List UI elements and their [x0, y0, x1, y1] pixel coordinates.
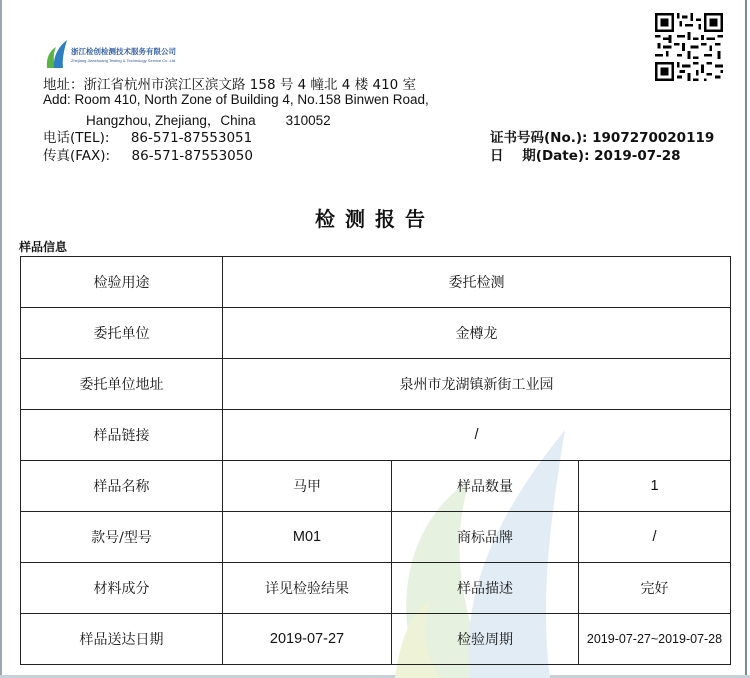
table-row — [21, 410, 731, 461]
purpose-label: 检验用途 — [21, 257, 223, 308]
brand-label: 商标品牌 — [392, 512, 579, 563]
sample-qty-value: 1 — [579, 461, 731, 512]
certificate-number: 证书号码(No.): 1907270020119 — [490, 130, 715, 146]
fax: 传真(FAX): 86-571-87553050 — [43, 148, 253, 164]
client-address-label: 委托单位地址 — [21, 359, 223, 410]
address-en-line1: Add: Room 410, North Zone of Building 4, No.158 Binwen Road, — [43, 92, 429, 107]
material-value: 详见检验结果 — [223, 563, 392, 614]
company-logo — [43, 39, 193, 73]
table-row — [21, 563, 731, 614]
model-value: M01 — [223, 512, 392, 563]
table-row — [21, 257, 731, 308]
client-value: 金樽龙 — [223, 308, 731, 359]
company-name-en: Zhejiang Jianchuang Testing & Technology Service Co.,Ltd — [71, 58, 176, 63]
company-name-cn: 浙江检创检测技术服务有限公司 — [71, 47, 176, 56]
page-edge-left — [0, 0, 2, 678]
address-en-line2: Hangzhou, Zhejiang，China 310052 — [86, 113, 331, 128]
table-row — [21, 359, 731, 410]
brand-value: / — [579, 512, 731, 563]
sample-info-table — [20, 256, 731, 665]
test-period-label: 检验周期 — [392, 614, 579, 665]
purpose-value: 委托检测 — [223, 257, 731, 308]
company-logo-icon — [43, 39, 69, 69]
table-row — [21, 614, 731, 665]
report-title: 检测报告 — [315, 207, 435, 231]
client-label: 委托单位 — [21, 308, 223, 359]
address-cn: 地址：浙江省杭州市滨江区滨文路 158 号 4 幢北 4 楼 410 室 — [43, 77, 417, 93]
table-row — [21, 461, 731, 512]
table-row — [21, 512, 731, 563]
sample-link-value: / — [223, 410, 731, 461]
test-period-value: 2019-07-27~2019-07-28 — [579, 614, 731, 665]
sample-qty-label: 样品数量 — [392, 461, 579, 512]
section-label: 样品信息 — [19, 240, 68, 254]
page-edge-right — [745, 0, 747, 678]
delivery-date-label: 样品送达日期 — [21, 614, 223, 665]
client-address-value: 泉州市龙湖镇新街工业园 — [223, 359, 731, 410]
report-date: 日 期(Date): 2019-07-28 — [490, 148, 681, 164]
delivery-date-value: 2019-07-27 — [223, 614, 392, 665]
table-row — [21, 308, 731, 359]
material-label: 材料成分 — [21, 563, 223, 614]
description-value: 完好 — [579, 563, 731, 614]
description-label: 样品描述 — [392, 563, 579, 614]
sample-name-label: 样品名称 — [21, 461, 223, 512]
qr-code-icon — [655, 13, 723, 81]
sample-name-value: 马甲 — [223, 461, 392, 512]
telephone: 电话(TEL): 86-571-87553051 — [43, 130, 253, 146]
sample-link-label: 样品链接 — [21, 410, 223, 461]
model-label: 款号/型号 — [21, 512, 223, 563]
